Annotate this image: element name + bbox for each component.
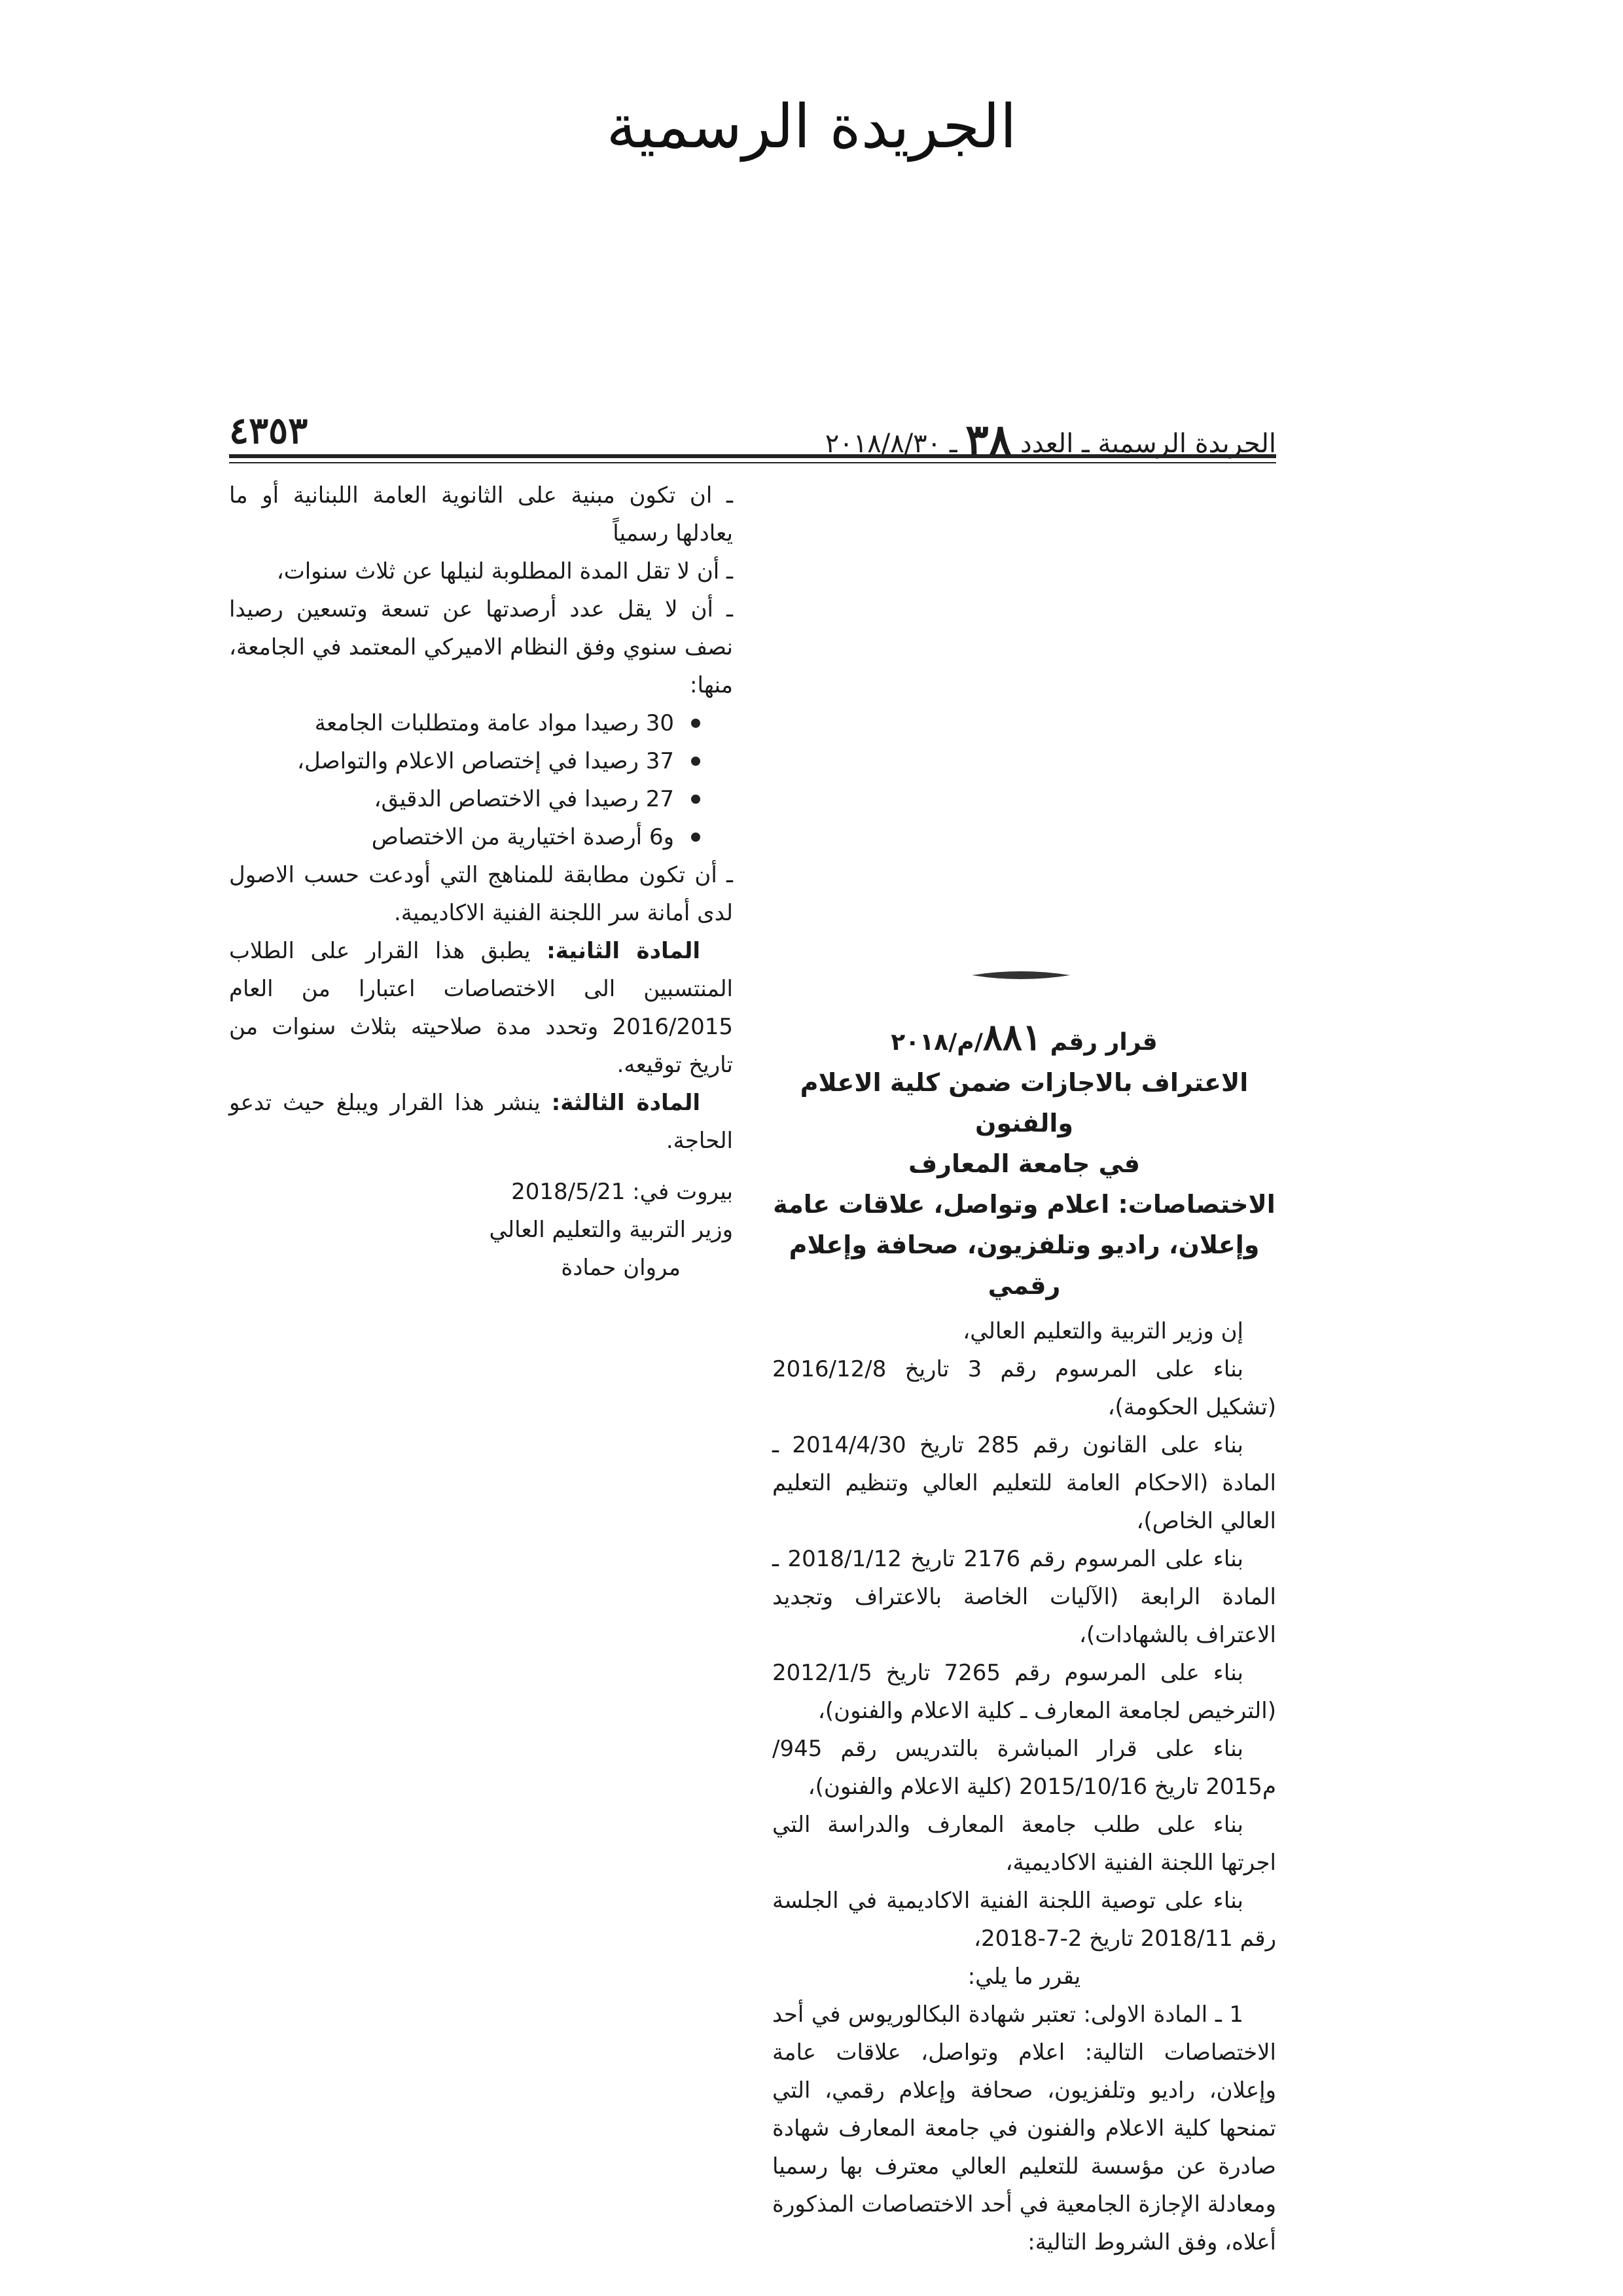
preamble-line: بناء على توصية اللجنة الفنية الاكاديمية في الجلسة رقم 2018/11 تاريخ 2-7-2018، — [772, 1888, 1276, 1952]
issue-date: ـ ٢٠١٨/٨/٣٠ — [825, 429, 957, 459]
decision-number — [772, 1018, 1276, 1062]
left-column — [229, 476, 733, 1287]
decision-number-suffix: /م/٢٠١٨ — [891, 1029, 983, 1056]
issue-number: ٣٨ — [965, 414, 1012, 465]
credit-item: 27 رصيدا في الاختصاص الدقيق، — [229, 780, 700, 818]
page-number: ٤٣٥٣ — [229, 409, 308, 452]
preamble-line: بناء على المرسوم رقم 2176 تاريخ 2018/1/12 ـ المادة الرابعة (الآليات الخاصة بالاعتراف وتجديد الاعتراف بالشهادات)، — [772, 1546, 1276, 1648]
subject-line: وإعلان، راديو وتلفزيون، صحافة وإعلام رقمي — [789, 1230, 1260, 1300]
article-3-label: المادة الثالثة: — [551, 1090, 701, 1116]
subject-line: الاعتراف بالاجازات ضمن كلية الاعلام والفنون — [800, 1068, 1249, 1138]
credit-item: 37 رصيدا في إختصاص الاعلام والتواصل، — [229, 742, 700, 780]
subject-line: الاختصاصات: اعلام وتواصل، علاقات عامة — [773, 1190, 1275, 1219]
condition-line: ـ أن لا تقل المدة المطلوبة لنيلها عن ثلاث سنوات، — [276, 558, 733, 584]
preamble-line: بناء على المرسوم رقم 3 تاريخ 2016/12/8 (تشكيل الحكومة)، — [772, 1356, 1276, 1420]
preamble-line: إن وزير التربية والتعليم العالي، — [963, 1318, 1243, 1344]
place-date: بيروت في: 2018/5/21 — [511, 1179, 733, 1205]
article-3 — [229, 1084, 733, 1160]
condition-line: ـ ان تكون مبنية على الثانوية العامة اللبنانية أو ما يعادلها رسمياً — [229, 482, 733, 547]
preamble-line: بناء على قرار المباشرة بالتدريس رقم 945/م2015 تاريخ 2015/10/16 (كلية الاعلام والفنون)، — [772, 1736, 1276, 1800]
issue-prefix: الجريدة الرسمية ـ العدد — [1020, 429, 1276, 459]
decision-number-prefix: قرار رقم — [1050, 1029, 1158, 1056]
decision-number-value: ٨٨١ — [982, 1016, 1043, 1059]
decision-subject — [772, 1062, 1276, 1306]
credit-item: و6 أرصدة اختيارية من الاختصاص — [229, 818, 700, 856]
article-2-text: يطبق هذا القرار على الطلاب المنتسبين الى الاختصاصات اعتبارا من العام 2016/2015 وتحدد مدة صلاحيته بثلاث سنوات من تاريخ توقيعه. — [229, 938, 733, 1078]
running-header — [229, 409, 1276, 465]
decides-line: يقرر ما يلي: — [967, 1964, 1081, 1990]
subject-line: في جامعة المعارف — [908, 1149, 1140, 1178]
credit-list — [229, 704, 733, 856]
gazette-masthead: الجريدة الرسمية — [606, 92, 1017, 162]
header-rule-thin — [229, 462, 1276, 463]
article-2 — [229, 932, 733, 1084]
article-3-text: ينشر هذا القرار ويبلغ حيث تدعو الحاجة. — [229, 1090, 733, 1154]
preamble-line: بناء على المرسوم رقم 7265 تاريخ 2012/1/5 (الترخيص لجامعة المعارف ـ كلية الاعلام والفنون)، — [772, 1660, 1276, 1724]
right-column — [772, 1018, 1276, 2261]
signature-block — [229, 1173, 733, 1287]
signer-name: مروان حمادة — [561, 1255, 681, 1281]
condition-line: ـ أن لا يقل عدد أرصدتها عن تسعة وتسعين رصيدا نصف سنوي وفق النظام الاميركي المعتمد في الجامعة، منها: — [229, 596, 733, 698]
credit-item: 30 رصيدا مواد عامة ومتطلبات الجامعة — [229, 704, 700, 742]
condition-line: ـ أن تكون مطابقة للمناهج التي أودعت حسب الاصول لدى أمانة سر اللجنة الفنية الاكاديمية. — [229, 862, 733, 926]
signer-title: وزير التربية والتعليم العالي — [489, 1217, 733, 1243]
article-1: 1 ـ المادة الاولى: تعتبر شهادة البكالوريوس في أحد الاختصاصات التالية: اعلام وتواصل، علاقات عامة وإعلان، راديو وتلفزيون، صحافة وإعلام رقمي، التي تمنحها كلية الاعلام والفنون في جامعة المعارف شهادة صادرة عن مؤسسة للتعليم العالي معترف بها رسميا ومعادلة الإجازة الجامعية في أحد الاختصاصات المذكورة أعلاه، وفق الشروط التالية: — [772, 2001, 1276, 2255]
preamble-line: بناء على طلب جامعة المعارف والدراسة التي اجرتها اللجنة الفنية الاكاديمية، — [772, 1812, 1276, 1876]
ornament-divider-icon — [972, 969, 1070, 982]
preamble-line: بناء على القانون رقم 285 تاريخ 2014/4/30 ـ المادة (الاحكام العامة للتعليم العالي وتنظيم التعليم العالي الخاص)، — [772, 1432, 1276, 1534]
header-rule-thick — [229, 454, 1276, 458]
article-2-label: المادة الثانية: — [546, 938, 701, 964]
